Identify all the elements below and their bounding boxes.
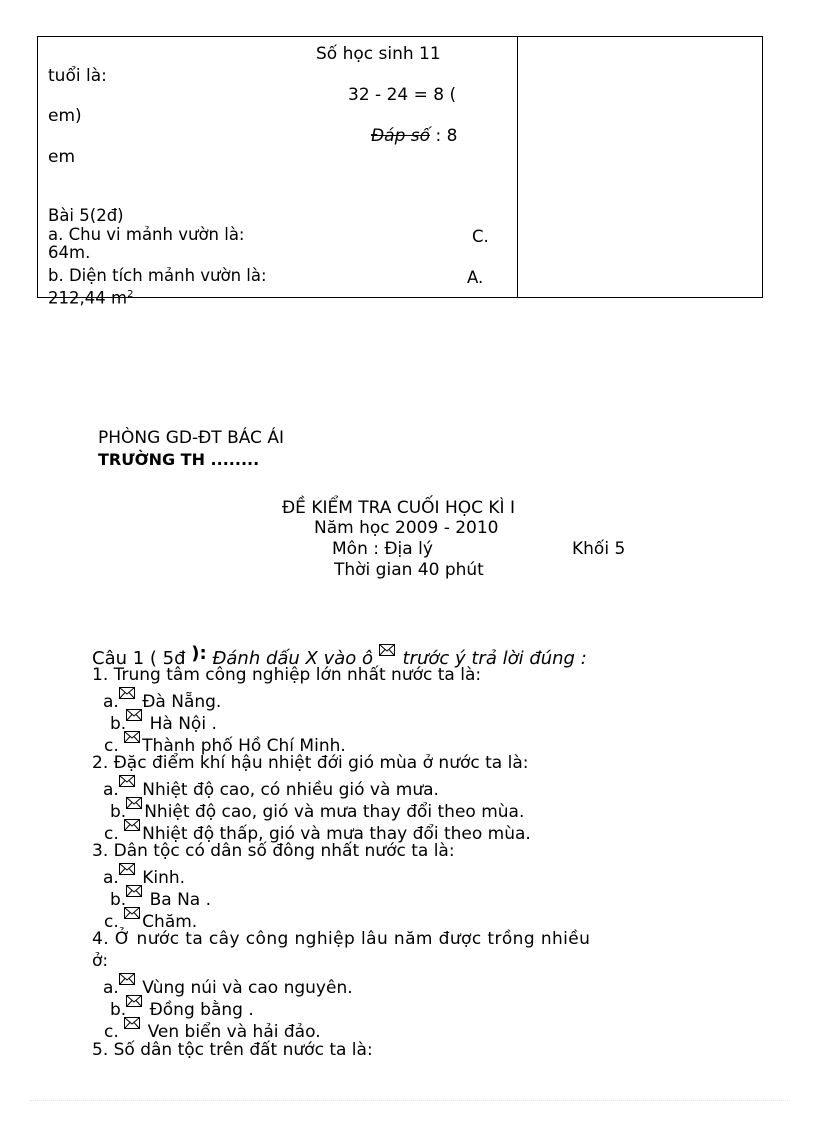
- item-4-stem: 4. Ở nước ta cây công nghiệp lâu năm được trồng nhiều: [92, 929, 591, 949]
- option-letter: b.: [110, 1000, 127, 1020]
- table-line-2: tuổi là:: [48, 66, 107, 86]
- envelope-checkbox-icon[interactable]: [126, 797, 142, 809]
- option-letter: c.: [104, 736, 119, 756]
- option-text: Chăm.: [142, 912, 198, 932]
- option-text: Hà Nội .: [149, 714, 217, 734]
- envelope-checkbox-icon[interactable]: [124, 731, 140, 743]
- question-1-label: Câu 1 ( 5đ: [92, 648, 186, 669]
- bai5-b-value: [48, 285, 134, 308]
- envelope-checkbox-icon[interactable]: [119, 863, 135, 875]
- bai5-a-value: 64m.: [48, 243, 91, 262]
- option-letter: a.: [103, 692, 119, 712]
- table-line-4: em): [48, 106, 82, 126]
- option-letter: a.: [103, 868, 119, 888]
- exam-duration: Thời gian 40 phút: [334, 560, 484, 580]
- question-1-instruction-b: trước ý trả lời đúng :: [402, 648, 587, 669]
- item-4-stem-cont: ở:: [92, 951, 109, 971]
- option-letter: a.: [103, 780, 119, 800]
- option-text: Đồng bằng .: [149, 1000, 254, 1020]
- bai5-b-choice: A.: [467, 268, 484, 287]
- question-1-label-suffix: ):: [191, 643, 207, 664]
- exam-year: Năm học 2009 - 2010: [314, 518, 499, 538]
- bai5-a-text: a. Chu vi mảnh vườn là:: [48, 225, 245, 244]
- bai5-a-choice: C.: [472, 227, 489, 246]
- answer-line: [371, 126, 457, 146]
- option-text: Thành phố Hồ Chí Minh.: [142, 736, 346, 756]
- option-letter: b.: [110, 890, 127, 910]
- option-text: Vùng núi và cao nguyên.: [142, 978, 353, 998]
- option-text: Ba Na .: [149, 890, 212, 910]
- answer-value: : 8: [435, 126, 458, 146]
- table-line-6: em: [48, 147, 76, 167]
- envelope-checkbox-icon[interactable]: [119, 775, 135, 787]
- bai5-b-number: 212,44 m: [48, 288, 128, 308]
- option-text: Nhiệt độ thấp, gió và mưa thay đổi theo mùa.: [142, 824, 531, 844]
- item-3-stem: 3. Dân tộc có dân số đông nhất nước ta là:: [92, 841, 455, 861]
- option-letter: b.: [110, 802, 127, 822]
- option-text: Nhiệt độ cao, gió và mưa thay đổi theo mùa.: [144, 802, 525, 822]
- option-text: Kinh.: [142, 868, 186, 888]
- option-text: Đà Nẵng.: [142, 692, 222, 712]
- exam-title: ĐỀ KIỂM TRA CUỐI HỌC KÌ I: [282, 498, 515, 518]
- page-bottom-rule: [30, 1100, 790, 1101]
- option-letter: c.: [104, 1022, 119, 1042]
- school: TRƯỜNG TH ........: [98, 450, 260, 469]
- table-divider: [517, 37, 518, 297]
- envelope-checkbox-icon[interactable]: [119, 687, 135, 699]
- table-line-1: Số học sinh 11: [316, 44, 441, 64]
- item-2-stem: 2. Đặc điểm khí hậu nhiệt đới gió mùa ở nước ta là:: [92, 753, 529, 773]
- option-letter: b.: [110, 714, 127, 734]
- bai5-b-sup: 2: [127, 289, 134, 300]
- table-line-3: 32 - 24 = 8 (: [348, 85, 457, 105]
- bai5-b-text: b. Diện tích mảnh vườn là:: [48, 266, 267, 285]
- question-1-instruction-a: Đánh dấu X vào ô: [212, 648, 374, 669]
- option-letter: c.: [104, 912, 119, 932]
- envelope-checkbox-icon: [379, 644, 395, 656]
- option-letter: a.: [103, 978, 119, 998]
- option-letter: c.: [104, 824, 119, 844]
- exam-grade: Khối 5: [572, 539, 626, 559]
- envelope-checkbox-icon[interactable]: [126, 709, 142, 721]
- item-4-option-c[interactable]: [104, 1017, 321, 1042]
- envelope-checkbox-icon[interactable]: [124, 907, 140, 919]
- envelope-checkbox-icon[interactable]: [119, 973, 135, 985]
- envelope-checkbox-icon[interactable]: [126, 995, 142, 1007]
- envelope-checkbox-icon[interactable]: [126, 885, 142, 897]
- item-1-stem: 1. Trung tâm công nghiệp lớn nhất nước ta là:: [92, 665, 482, 685]
- option-text: Nhiệt độ cao, có nhiều gió và mưa.: [142, 780, 439, 800]
- option-text: Ven biển và hải đảo.: [147, 1022, 321, 1042]
- envelope-checkbox-icon[interactable]: [124, 1017, 140, 1029]
- envelope-checkbox-icon[interactable]: [124, 819, 140, 831]
- answer-table: [37, 36, 763, 298]
- answer-label: Đáp số: [371, 126, 431, 146]
- exam-subject: Môn : Địa lý: [332, 539, 433, 559]
- bai5-title: Bài 5(2đ): [48, 206, 124, 225]
- item-5-stem: 5. Số dân tộc trên đất nước ta là:: [92, 1040, 373, 1060]
- department: PHÒNG GD-ĐT BÁC ÁI: [98, 428, 284, 448]
